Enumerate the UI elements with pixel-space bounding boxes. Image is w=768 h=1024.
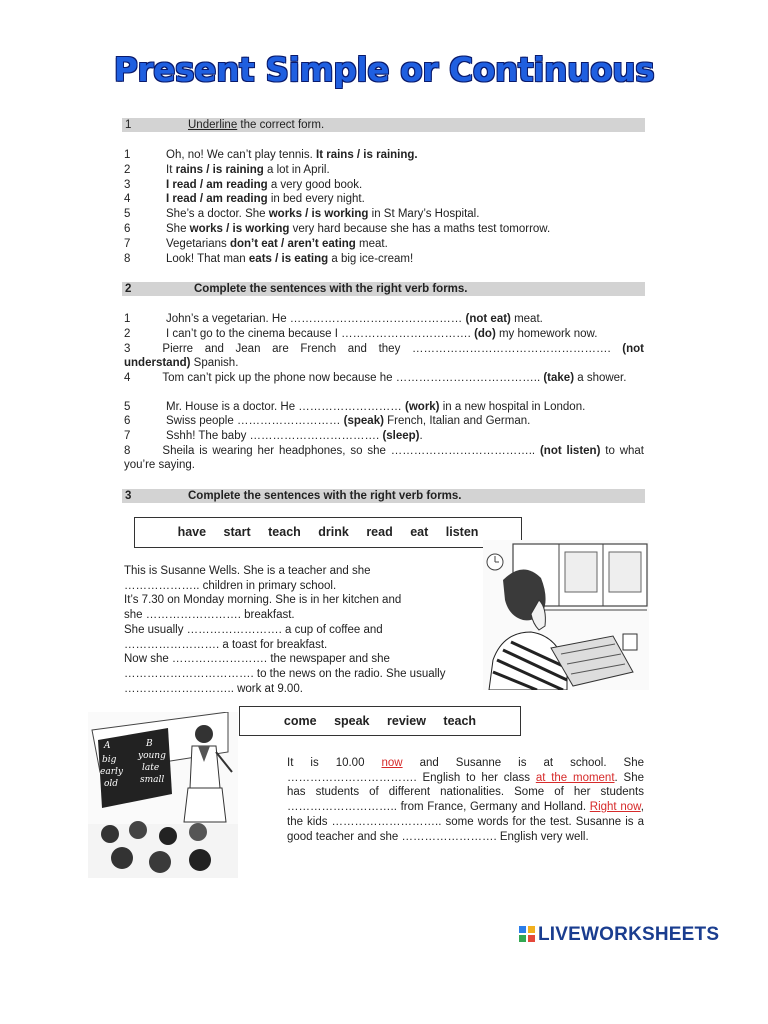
time-expression: now <box>381 757 403 769</box>
paragraph-text: . She has students of different nationalities. Some of her students ……………………….. from France, Germany and Holland. <box>287 771 644 814</box>
list-item: 1 Oh, no! We can’t play tennis. It rains / is raining. <box>124 149 418 161</box>
exercise-1-header <box>122 118 645 132</box>
text-line: It’s 7.30 on Monday morning. She is in her kitchen and <box>124 594 402 607</box>
time-expression: Right now <box>589 801 641 814</box>
list-item: 1 John’s a vegetarian. He ……………………………………… (not eat) meat. <box>124 313 543 325</box>
list-item: 7 Sshh! The baby ……………………………. (sleep). <box>124 430 423 443</box>
list-item: 5 Mr. House is a doctor. He ……………………… (work) in a new hospital in London. <box>124 400 586 413</box>
list-item: 2 I can’t go to the cinema because I ……………………………. (do) my homework now. <box>124 327 598 340</box>
exercise-1-list <box>124 148 644 266</box>
list-item: 3 Pierre and Jean are French and they ……………………………………………. (not understand) Spanish. <box>124 342 644 369</box>
list-item: 5 She’s a doctor. She works / is working in St Mary’s Hospital. <box>124 208 480 221</box>
word-bank-word: eat <box>410 525 429 539</box>
text-line: ……………………. a toast for breakfast. <box>124 638 328 651</box>
exercise-number: 1 <box>125 119 132 131</box>
word-bank-word: listen <box>445 525 479 539</box>
list-item: 6 She works / is working very hard because she has a maths test tomorrow. <box>124 222 551 235</box>
exercise-number: 3 <box>125 490 132 502</box>
text-line: Now she ……………………. the newspaper and she <box>124 653 390 666</box>
exercise-number: 2 <box>125 283 132 295</box>
exercise-instruction: Complete the sentences with the right verb forms. <box>194 283 468 295</box>
word-bank-word: start <box>223 525 251 539</box>
blackboard-word: big <box>102 755 117 765</box>
text-line: she ……………………. breakfast. <box>124 609 295 622</box>
kitchen-illustration <box>483 540 649 690</box>
blackboard-word: A <box>104 741 111 751</box>
word-bank-1 <box>134 517 522 548</box>
list-item: 2 It rains / is raining a lot in April. <box>124 163 330 176</box>
classroom-illustration <box>88 712 238 878</box>
word-bank-word: review <box>387 714 426 728</box>
exercise-3-paragraph-2 <box>287 756 644 844</box>
list-item: 4 Tom can’t pick up the phone now because he ……………………………….. (take) a shower. <box>124 371 627 384</box>
word-bank-word: speak <box>334 714 370 728</box>
word-bank-word: drink <box>318 525 349 539</box>
list-item: 8 Look! That man eats / is eating a big ice-cream! <box>124 252 414 265</box>
word-bank-word: teach <box>268 525 301 539</box>
word-bank-2 <box>239 706 521 736</box>
blackboard-word: old <box>104 779 119 789</box>
page-title: Present Simple or Continuous <box>113 50 655 89</box>
list-item: 6 Swiss people ……………………… (speak) French, Italian and German. <box>124 415 531 428</box>
paragraph-text: and Susanne is at school. She ……………………………. English to her class <box>287 757 644 784</box>
time-expression: at the moment <box>535 771 615 784</box>
text-line: This is Susanne Wells. She is a teacher and she <box>124 565 371 577</box>
list-item: 4 I read / am reading in bed every night. <box>124 193 365 206</box>
word-bank-word: have <box>177 525 207 539</box>
liveworksheets-logo[interactable] <box>519 924 719 946</box>
blackboard-word: young <box>138 751 166 761</box>
blackboard-word: small <box>140 775 165 785</box>
blackboard-word: late <box>142 763 160 773</box>
word-bank-word: teach <box>443 714 477 728</box>
paragraph-text: , the kids ……………………….. some words for the test. Susanne is a good teacher and she ……………………. English very well. <box>287 801 644 843</box>
exercise-3-header <box>122 489 645 503</box>
list-item: 8 Sheila is wearing her headphones, so she ……………………………….. (not listen) to what you’re saying. <box>124 444 644 472</box>
blackboard-word: B <box>146 739 153 749</box>
list-item: 7 Vegetarians don’t eat / aren’t eating meat. <box>124 237 388 250</box>
blackboard-word: early <box>100 767 123 777</box>
logo-icon <box>519 926 535 942</box>
word-bank-word: read <box>366 525 393 539</box>
text-line: ……………………….. work at 9.00. <box>124 682 303 695</box>
exercise-3-paragraph-1 <box>124 564 470 696</box>
list-item: 3 I read / am reading a very good book. <box>124 178 363 191</box>
text-line: She usually ……………………. a cup of coffee and <box>124 623 383 636</box>
text-line: ……………….. children in primary school. <box>124 579 337 592</box>
text-line: ……………………………. to the news on the radio. She usually <box>124 667 446 680</box>
paragraph-text: It is 10.00 <box>287 757 382 769</box>
word-bank-word: come <box>283 714 317 728</box>
exercise-2-header <box>122 282 645 296</box>
exercise-instruction: Complete the sentences with the right verb forms. <box>188 490 462 502</box>
logo-text: LIVEWORKSHEETS <box>538 924 720 945</box>
exercise-2-list <box>124 312 644 473</box>
exercise-instruction: Underline the correct form. <box>188 119 325 131</box>
